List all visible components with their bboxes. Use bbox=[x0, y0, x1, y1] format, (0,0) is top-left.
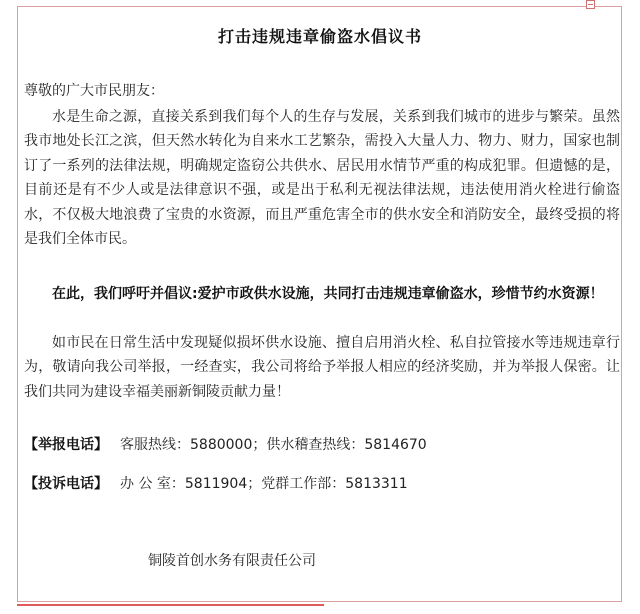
contact-report-label: 【举报电话】 bbox=[24, 437, 108, 453]
company-signature: 铜陵首创水务有限责任公司 bbox=[148, 553, 316, 569]
bottom-divider bbox=[17, 604, 324, 606]
contact-report-line bbox=[24, 434, 427, 454]
contact-complaint-numbers: 办 公 室：5811904；党群工作部：5813311 bbox=[120, 476, 408, 492]
contact-complaint-line bbox=[24, 473, 408, 493]
paragraph-reporting: 如市民在日常生活中发现疑似损坏供水设施、擅自启用消火栓、私自拉管接水等违规违章行为，敬请向我公司举报，一经查实，我公司将给予举报人相应的经济奖励，并为举报人保密。让我们共同为建设幸福美丽新铜陵贡献力量！ bbox=[24, 335, 620, 400]
contact-report-numbers: 客服热线：5880000；供水稽查热线：5814670 bbox=[120, 437, 427, 453]
document-title: 打击违规违章偷盗水倡议书 bbox=[217, 27, 422, 46]
contact-complaint-label: 【投诉电话】 bbox=[24, 476, 108, 492]
paragraph-appeal: 在此，我们呼吁并倡议:爱护市政供水设施，共同打击违规违章偷盗水，珍惜节约水资源！ bbox=[52, 286, 604, 302]
paragraph-intro: 水是生命之源，直接关系到我们每个人的生存与发展，关系到我们城市的进步与繁荣。虽然我市地处长江之滨，但天然水转化为自来水工艺繁杂，需投入大量人力、物力、财力，国家也制订了一系列的法律法规，明确规定盗窃公共供水、居民用水情节严重的构成犯罪。但遗憾的是，目前还是有不少人或是法律意识不强，或是出于私利无视法律法规，违法使用消火栓进行偷盗水，不仅极大地浪费了宝贵的水资源，而且严重危害全市的供水安全和消防安全，最终受损的将是我们全体市民。 bbox=[24, 109, 620, 248]
salutation: 尊敬的广大市民朋友： bbox=[24, 83, 164, 99]
corner-marker-icon bbox=[586, 0, 595, 9]
